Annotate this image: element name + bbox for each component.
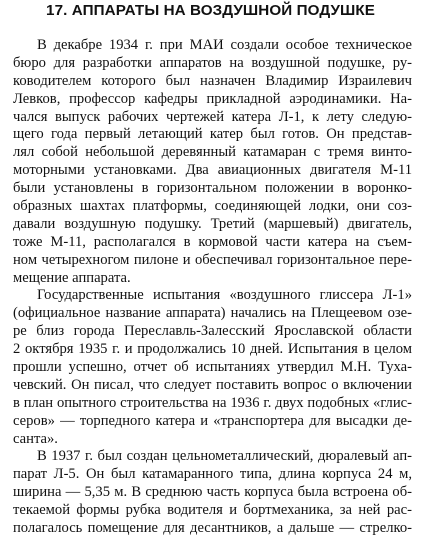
- text-line: парат Л-5. Он был катамаранного типа, длина корпуса 24 м,: [13, 466, 412, 483]
- text-line: ширина — 5,35 м. В среднюю часть корпуса была встроена об-: [13, 484, 412, 501]
- text-line: 2 октября 1935 г. и продолжались 10 дней. Испытания в целом: [13, 341, 412, 358]
- text-line: ном четырехногом пилоне и обеспечивал горизонтальное пере-: [13, 251, 412, 268]
- text-line: давали воздушную подушку. Третий (маршевый) двигатель,: [13, 215, 412, 232]
- text-line: ре близ города Переславль-Залесский Ярославской области: [13, 323, 412, 340]
- text-line: образных шахтах платформы, соединяющей лодки, они соз-: [13, 198, 412, 215]
- text-line: Государственные испытания «воздушного глиссера Л-1»: [37, 287, 412, 304]
- text-line: санта».: [13, 430, 58, 447]
- text-line: моторными установками. Два авиационных двигателя М-11: [13, 162, 412, 179]
- text-line: (официальное название аппарата) начались на Плещеевом озе-: [13, 305, 412, 322]
- text-line: тоже М-11, располагался в кормовой части катера на съем-: [13, 233, 412, 250]
- text-line: лял собой небольшой деревянный катамаран с тремя винто-: [13, 144, 412, 161]
- text-line: чался выпуск рабочих чертежей катера Л-1, к лету следую-: [13, 108, 412, 125]
- text-line: прошли успешно, отчет об испытаниях утвердил М.Н. Туха-: [13, 359, 412, 376]
- text-line: в план опытного строительства на 1936 г. двух подобных «глис-: [13, 394, 412, 411]
- text-line: ководителем которого был назначен Владимир Израилевич: [13, 72, 412, 89]
- text-line: полагалось помещение для десантников, а дальше — стрелко-: [13, 520, 412, 537]
- chapter-title: 17. АППАРАТЫ НА ВОЗДУШНОЙ ПОДУШКЕ: [46, 2, 375, 19]
- text-line: бюро для разработки аппаратов на воздушной подушке, ру-: [13, 54, 412, 71]
- text-line: щего года первый летающий катер был готов. Он представ-: [13, 126, 412, 143]
- text-line: чевский. Он писал, что следует поставить вопрос о включении: [13, 376, 412, 393]
- text-line: В декабре 1934 г. при МАИ создали особое техническое: [37, 37, 412, 53]
- text-line: текаемой формы рубка водителя и бортмеханика, за ней рас-: [13, 502, 412, 519]
- body-text: [13, 37, 412, 538]
- text-line: мещение аппарата.: [13, 269, 131, 286]
- text-line: В 1937 г. был создан цельнометаллический, дюралевый ап-: [37, 448, 412, 465]
- text-line: были установлены в горизонтальном положении в воронко-: [13, 180, 412, 197]
- text-line: Левков, профессор кафедры прикладной аэродинамики. На-: [13, 90, 412, 107]
- text-line: серов» — торпедного катера и «транспортера для высадки де-: [13, 412, 412, 429]
